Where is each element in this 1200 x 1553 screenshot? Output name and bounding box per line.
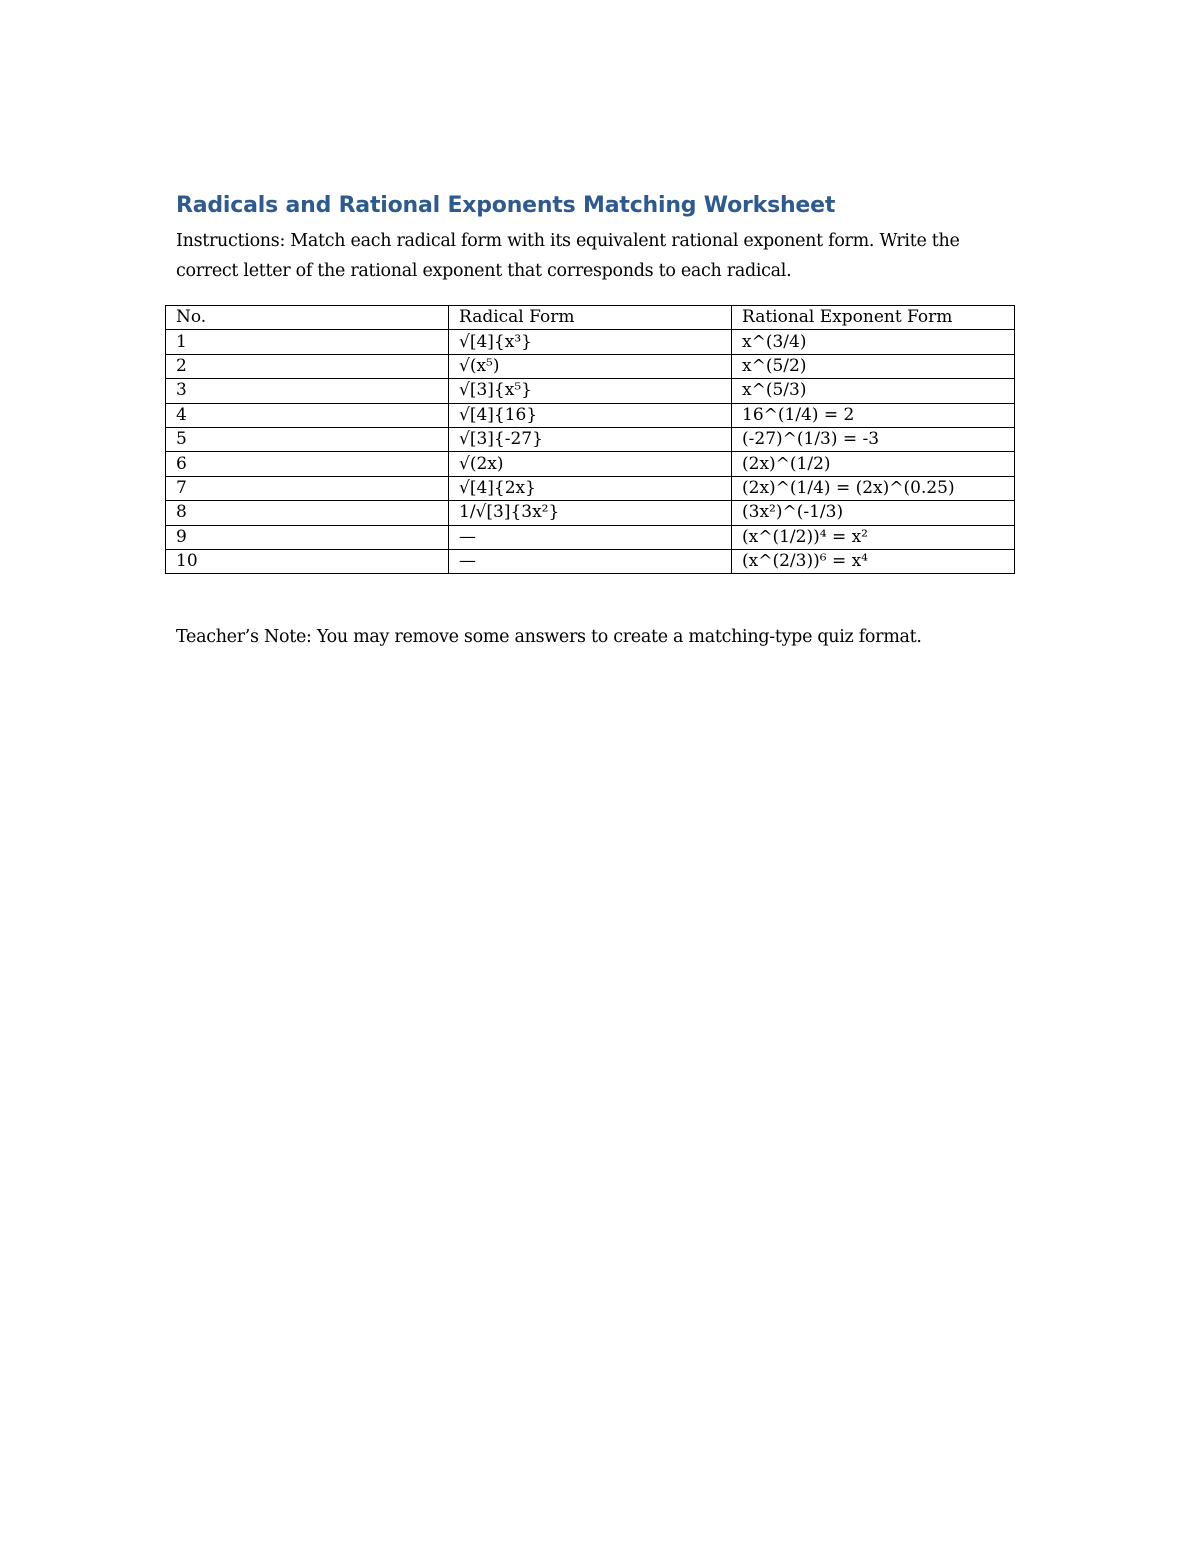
rational-exponent-cell: (x^(1/2))⁴ = x² — [732, 525, 1015, 549]
row-number: 4 — [166, 403, 449, 427]
radical-form-cell: √[4]{2x} — [449, 476, 732, 500]
row-number: 9 — [166, 525, 449, 549]
radical-form-cell: √[3]{-27} — [449, 427, 732, 451]
radical-form-cell: 1/√[3]{3x²} — [449, 501, 732, 525]
row-number: 7 — [166, 476, 449, 500]
table-row — [166, 549, 1015, 573]
matching-table — [165, 305, 1015, 574]
row-number: 8 — [166, 501, 449, 525]
header-no: No. — [166, 306, 449, 330]
instructions-text: Instructions: Match each radical form with its equivalent rational exponent form. Write the correct letter of the rational exponent that corresponds to each radical. — [176, 231, 960, 281]
radical-form-cell: — — [449, 549, 732, 573]
rational-exponent-cell: x^(5/3) — [732, 379, 1015, 403]
row-number: 3 — [166, 379, 449, 403]
rational-exponent-cell: x^(5/2) — [732, 354, 1015, 378]
table-row — [166, 476, 1015, 500]
rational-exponent-cell: (-27)^(1/3) = -3 — [732, 427, 1015, 451]
row-number: 10 — [166, 549, 449, 573]
rational-exponent-cell: 16^(1/4) = 2 — [732, 403, 1015, 427]
header-radical-form: Radical Form — [449, 306, 732, 330]
table-row — [166, 403, 1015, 427]
table-row — [166, 330, 1015, 354]
table-row — [166, 501, 1015, 525]
rational-exponent-cell: x^(3/4) — [732, 330, 1015, 354]
table-row — [166, 427, 1015, 451]
radical-form-cell: √[4]{16} — [449, 403, 732, 427]
radical-form-cell: √(x⁵) — [449, 354, 732, 378]
row-number: 5 — [166, 427, 449, 451]
document-title: Radicals and Rational Exponents Matching Worksheet — [176, 193, 836, 218]
row-number: 2 — [166, 354, 449, 378]
table-header-row — [166, 306, 1015, 330]
rational-exponent-cell: (3x²)^(-1/3) — [732, 501, 1015, 525]
header-rational-exponent-form: Rational Exponent Form — [732, 306, 1015, 330]
table-row — [166, 525, 1015, 549]
table-row — [166, 354, 1015, 378]
radical-form-cell: √[4]{x³} — [449, 330, 732, 354]
rational-exponent-cell: (2x)^(1/4) = (2x)^(0.25) — [732, 476, 1015, 500]
table-row — [166, 452, 1015, 476]
radical-form-cell: √[3]{x⁵} — [449, 379, 732, 403]
rational-exponent-cell: (x^(2/3))⁶ = x⁴ — [732, 549, 1015, 573]
row-number: 1 — [166, 330, 449, 354]
table-row — [166, 379, 1015, 403]
rational-exponent-cell: (2x)^(1/2) — [732, 452, 1015, 476]
row-number: 6 — [166, 452, 449, 476]
radical-form-cell: √(2x) — [449, 452, 732, 476]
radical-form-cell: — — [449, 525, 732, 549]
teachers-note: Teacher’s Note: You may remove some answers to create a matching-type quiz format. — [176, 627, 922, 647]
